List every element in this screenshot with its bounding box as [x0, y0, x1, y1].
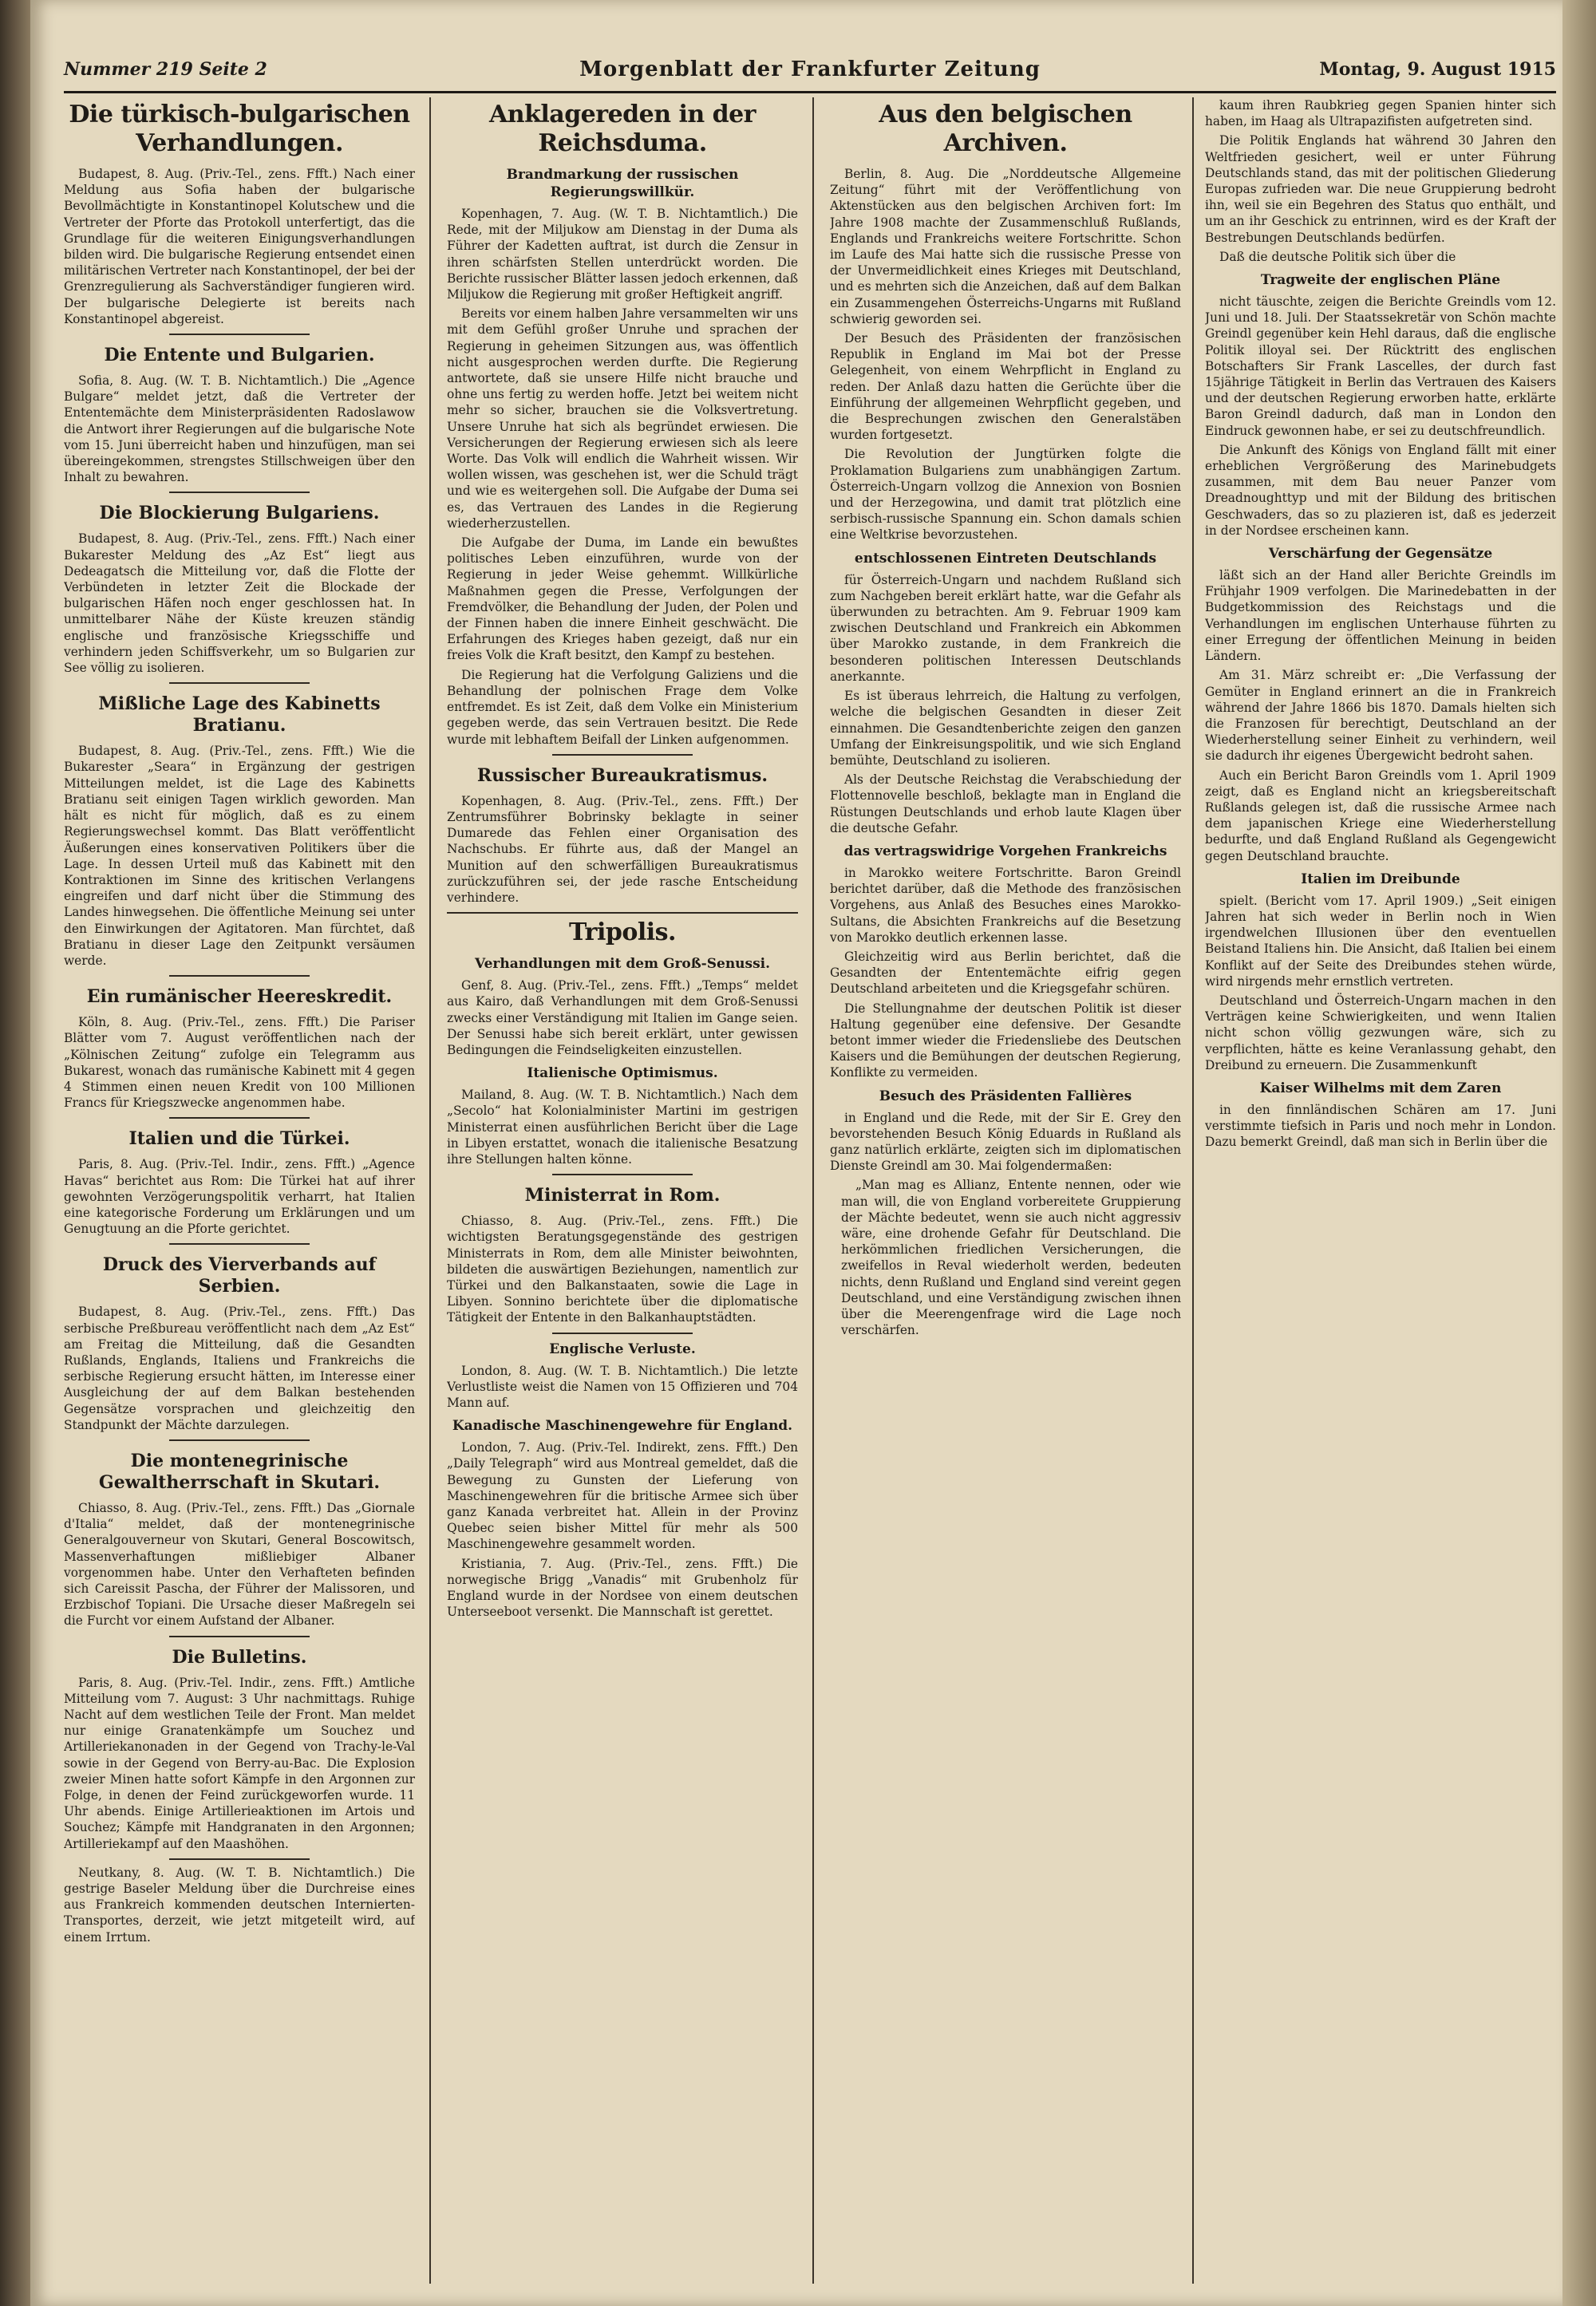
- column-3: [830, 97, 1181, 2284]
- article-text: in Marokko weitere Fortschritte. Baron Greindl berichtet darüber, daß die Methode des französischen Vorgehens, aus Anlaß des Besuches eines Marokko-Sultans, die Absichten Frankreichs auf die Besetzung von Marokko deutlich erkennen lasse.: [830, 865, 1181, 945]
- article-text: Budapest, 8. Aug. (Priv.-Tel., zens. Ffft.) Das serbische Preßbureau veröffentlicht nach dem „Az Est“ am Freitag die Mitteilung, daß die Gesandten Rußlands, Englands, Italiens und Frankreichs die serbische Regierung ersucht hätten, im Interesse einer Ausgleichung der auf dem Balkan bestehenden Gegensätze vorsprachen und gleichzeitig den Standpunkt der Mächte darzulegen.: [64, 1305, 415, 1432]
- article-text: Die Stellungnahme der deutschen Politik ist dieser Haltung gegenüber eine defensive. Der Gesandte betont immer wieder die Friedensliebe des Deutschen Kaisers und die Bemühungen der deutschen Regierung, Konflikte zu vermeiden.: [830, 1001, 1181, 1080]
- subheadline: Tragweite der englischen Pläne: [1260, 272, 1501, 289]
- article-text: in den finnländischen Schären am 17. Juni verstimmte tiefsich in Paris und noch mehr in London. Dazu bemerkt Greindl, daß man sich in Berlin über die: [1205, 1102, 1556, 1150]
- article-text: Chiasso, 8. Aug. (Priv.-Tel., zens. Ffft.) Die wichtigsten Beratungsgegenstände des gestrigen Ministerrats in Rom, dem alle Minister beiwohnten, bildeten die auswärtigen Beziehungen, namentlich zur Türkei und den Balkanstaaten, sowie die Lage in Libyen. Sonnino berichtete über die diplomatische Tätigkeit der Entente in den Balkanhauptstädten.: [447, 1214, 798, 1325]
- issue-number: Nummer 219 Seite 2: [64, 59, 267, 80]
- article-text: Die Aufgabe der Duma, im Lande ein bewußtes politisches Leben einzuführen, wurde von der Regierung in jeder Weise gehemmt. Willkürliche Maßnahmen gegen die Presse, Verfolgungen der Fremdvölker, die Behandlung der Juden, der Polen und der Finnen haben die innere Einheit geschwächt. Die Erfahrungen des Krieges haben gezeigt, daß nur ein freies Volk die Kraft besitzt, den Kampf zu bestehen.: [447, 535, 798, 663]
- article-text: Daß die deutsche Politik sich über die: [1219, 249, 1456, 264]
- article-text: Berlin, 8. Aug. Die „Norddeutsche Allgemeine Zeitung“ führt mit der Veröffentlichung von Aktenstücken aus den belgischen Archiven fort: Im Jahre 1908 machte der Zusammenschluß Rußlands, Englands und Frankreichs weitere Fortschritte. Schon im Laufe des Mai hatte sich die russische Presse von der Unvermeidlichkeit eines Krieges mit Deutschland, und es mehrten sich die Anzeichen, daß auf dem Balkan ein Zusammengehen Österreichs-Ungarns mit Rußland schwierig geworden sei.: [830, 167, 1181, 326]
- article-text: Die Revolution der Jungtürken folgte die Proklamation Bulgariens zum unabhängigen Zartum. Österreich-Ungarn vollzog die Annexion von Bosnien und der Herzegowina, und damit trat plötzlich eine serbisch-russische Spannung ein. Schon damals schien eine Weltkrise bevorzustehen.: [830, 447, 1181, 543]
- newspaper-title: Morgenblatt der Frankfurter Zeitung: [579, 57, 1041, 81]
- article-text: Neutkany, 8. Aug. (W. T. B. Nichtamtlich.) Die gestrige Baseler Meldung über die Durchreise eines aus Frankreich kommenden deutschen Internierten-Transportes, derzeit, wie jetzt mitgeteilt wird, auf einem Irrtum.: [64, 1865, 415, 1945]
- article-text: Der Besuch des Präsidenten der französischen Republik in England im Mai bot der Presse Gelegenheit, von einem Wehrpflicht in England zu reden. Der Anlaß dazu hatten die Gerüchte über die Einführung der allgemeinen Wehrpflicht gegeben, und die Besprechungen zwischen den Generalstäben wurden fortgesetzt.: [830, 331, 1181, 443]
- column-2: [447, 97, 798, 2284]
- separator: [447, 912, 798, 914]
- article-text: Die Ankunft des Königs von England fällt mit einer erheblichen Vergrößerung des Marinebudgets zusammen, mit dem Bau neuer Panzer vom Dreadnoughttyp und mit der Bildung des britischen Geschwaders, das so zu plazieren ist, daß es jederzeit in der Nordsee erscheinen kann.: [1205, 442, 1556, 538]
- article-text: Kopenhagen, 7. Aug. (W. T. B. Nichtamtlich.) Die Rede, mit der Miljukow am Dienstag in der Duma als Führer der Kadetten auftrat, ist durch die Zensur in ihren schärfsten Stellen unterdrückt worden. Die Berichte russischer Blätter lassen jedoch erkennen, daß Miljukow die Regierung mit großer Heftigkeit angriff.: [447, 207, 798, 302]
- article-text: Genf, 8. Aug. (Priv.-Tel., zens. Ffft.) „Temps“ meldet aus Kairo, daß Verhandlungen mit dem Groß-Senussi zwecks einer Verständigung mit Italien im Gange seien. Der Senussi habe sich bereit erklärt, unter gewissen Bedingungen die Feindseligkeiten einzustellen.: [447, 978, 798, 1057]
- article-text: Chiasso, 8. Aug. (Priv.-Tel., zens. Ffft.) Das „Giornale d'Italia“ meldet, daß der montenegrinische Generalgouverneur von Skutari, General Boscowitsch, Massenverhaftungen mißliebiger Albaner vorgenommen habe. Unter den Verhafteten befinden sich Careissit Pascha, der Führer der Malissoren, und Erzbischof Topiani. Die Ursache dieser Maßregeln sei die Furcht vor einem Aufstand der Albaner.: [64, 1500, 415, 1629]
- article-text: London, 7. Aug. (Priv.-Tel. Indirekt, zens. Ffft.) Den „Daily Telegraph“ wird aus Montreal gemeldet, daß die Bewegung zu Gunsten der Lieferung von Maschinengewehren für die britische Armee sich über ganz Kanada verbreitet hat. Allein in der Provinz Quebec seien bisher Mittel für mehr als 500 Maschinengewehre gesammelt worden.: [447, 1440, 798, 1552]
- article-text: Köln, 8. Aug. (Priv.-Tel., zens. Ffft.) Die Pariser Blätter vom 7. August veröffentlichen nach der „Kölnischen Zeitung“ zufolge ein Telegramm aus Bukarest, wonach das rumänische Kabinett mit 4 gegen 4 Stimmen einen neuen Kredit von 100 Millionen Francs für Kriegszwecke angenommen habe.: [64, 1015, 415, 1111]
- separator: [169, 682, 310, 684]
- article-text: spielt. (Bericht vom 17. April 1909.) „Seit einigen Jahren hat sich weder in Berlin noch in Wien irgendwelchen Illusionen über den eventuellen Beistand Italiens hin. Die Ansicht, daß Italien bei einem Konflikt auf der Seite des Dreibundes stehen würde, wird nirgends mehr ernstlich vertreten.: [1205, 893, 1556, 989]
- headline: Druck des Vierverbands auf Serbien.: [102, 1254, 377, 1297]
- column-4: [1205, 97, 1556, 2284]
- subheadline: Besuch des Präsidenten Fallières: [879, 1088, 1132, 1104]
- column-rule: [812, 97, 814, 2284]
- separator: [169, 1636, 310, 1637]
- column-rule: [1192, 97, 1194, 2284]
- article-text: Sofia, 8. Aug. (W. T. B. Nichtamtlich.) Die „Agence Bulgare“ meldet jetzt, daß die Vertreter der Ententemächte dem Ministerpräsidenten Radoslawow die Antwort ihrer Regierungen auf die bulgarische Note vom 15. Juni überreicht haben und hinzufügen, man sei übereingekommen, strengstes Stillschweigen über den Inhalt zu bewahren.: [64, 373, 415, 485]
- article-text: Am 31. März schreibt er: „Die Verfassung der Gemüter in England erinnert an die in Frankreich während der Jahre 1866 bis 1870. Damals hielten sich die Franzosen für berechtigt, Deutschland an der Wiederherstellung seiner Einheit zu verhindern, weil sie dadurch ihr eigenes Übergewicht bedroht sahen.: [1205, 668, 1556, 764]
- separator: [169, 1858, 310, 1860]
- article-text: läßt sich an der Hand aller Berichte Greindls im Frühjahr 1909 verfolgen. Die Marinedebatten in der Budgetkommission des Reichstags und die Verhandlungen im englischen Unterhause führten zu einer Erregung der öffentlichen Meinung in beiden Ländern.: [1205, 568, 1556, 664]
- headline: Die Blockierung Bulgariens.: [99, 503, 380, 524]
- separator: [552, 1174, 693, 1175]
- article-text: Es ist überaus lehrreich, die Haltung zu verfolgen, welche die belgischen Gesandten in dieser Zeit einnahmen. Die Gesandtenberichte zeigen den ganzen Umfang der Einkreisungspolitik, und wie sich England bemühte, Deutschland zu isolieren.: [830, 689, 1181, 768]
- subheadline: Verhandlungen mit dem Groß-Senussi.: [474, 956, 771, 973]
- subheadline: entschlossenen Eintreten Deutschlands: [854, 550, 1157, 567]
- article-text: London, 8. Aug. (W. T. B. Nichtamtlich.) Die letzte Verlustliste weist die Namen von 15 Offizieren und 704 Mann auf.: [447, 1363, 798, 1410]
- book-binding: [0, 0, 30, 2306]
- headline: Die Entente und Bulgarien.: [104, 345, 375, 366]
- headline: Tripolis.: [569, 918, 676, 947]
- headline: Anklagereden in der Reichsduma.: [488, 101, 756, 157]
- article-text: Deutschland und Österreich-Ungarn machen in den Verträgen keine Schwierigkeiten, und wenn Italien nicht schon völlig gezwungen wäre, sich zu verpflichten, hätte es keine Veranlassung gehabt, den Dreibund zu erneuern. Die Zusammenkunft: [1205, 993, 1556, 1072]
- separator: [169, 1243, 310, 1245]
- headline: Englische Verluste.: [549, 1341, 696, 1357]
- column-rule: [429, 97, 431, 2284]
- article-text: Bereits vor einem halben Jahre versammelten wir uns mit dem Gefühl großer Unruhe und sprachen der Regierung in geheimen Sitzungen aus, was öffentlich nicht ausgesprochen werden durfte. Die Regierung antwortete, daß sie unsere Hilfe nicht brauche und ohne uns fertig zu werden hoffe. Jetzt bei weitem nicht mehr so sicher, brauchen sie die Volksvertretung. Unsere Unruhe hat sich als begründet erwiesen. Die Versicherungen der Regierung erwiesen sich als leere Worte. Das Volk will endlich die Wahrheit wissen. Wir wollen wissen, was geschehen ist, wer die Schuld trägt und wie es weitergehen soll. Die Aufgabe der Duma sei es, das Vertrauen des Landes in die Regierung wiederherzustellen.: [447, 306, 798, 531]
- article-text: Kristiania, 7. Aug. (Priv.-Tel., zens. Ffft.) Die norwegische Brigg „Vanadis“ mit Grubenholz für England wurde in der Nordsee von einem deutschen Unterseeboot versenkt. Die Mannschaft ist gerettet.: [447, 1556, 798, 1620]
- separator: [169, 492, 310, 493]
- subheadline: Brandmarkung der russischen Regierungswillkür.: [506, 167, 739, 200]
- headline: Die montenegrinische Gewaltherrschaft in Skutari.: [98, 1450, 381, 1493]
- article-text: Budapest, 8. Aug. (Priv.-Tel., zens. Ffft.) Wie die Bukarester „Seara“ in Ergänzung der gestrigen Mitteilungen meldet, ist die Lage des Kabinetts Bratianu seit einigen Tagen wirklich geworden. Man hält es nicht für möglich, daß es zu einem Regierungswechsel kommt. Das Blatt veröffentlicht Äußerungen eines konservativen Politikers über die Lage. In dessen Urteil muß das Kabinett mit den Kontraktionen im Sinne des kritischen Verlangens eingreifen und darf nicht über die Stimmung des Landes hinwegsehen. Die öffentliche Meinung sei unter den Einwirkungen der Agitatoren. Man fürchtet, daß Bratianu in dieser Lage den Zeitpunkt versäumen werde.: [64, 744, 415, 968]
- headline: Aus den belgischen Archiven.: [879, 101, 1132, 157]
- issue-date: Montag, 9. August 1915: [1319, 59, 1556, 80]
- article-text: Auch ein Bericht Baron Greindls vom 1. April 1909 zeigt, daß es England nicht an kriegsbereitschaft Rußlands gelegen ist, daß die russische Armee nach dem japanischen Kriege eine Wiederherstellung bedurfte, und daß England Rußland als Gegengewicht gegen Deutschland brauchte.: [1205, 768, 1556, 863]
- subheadline: Verschärfung der Gegensätze: [1268, 546, 1493, 563]
- article-text: Budapest, 8. Aug. (Priv.-Tel., zens. Ffft.) Nach einer Bukarester Meldung des „Az Est“ liegt aus Dedeagatsch die Mitteilung vor, daß die Flotte der Verbündeten in letzter Zeit die Blockade der bulgarischen Häfen noch enger geschlossen hat. In unmittelbarer Nähe der Küste kreuzen ständig englische und französische Kriegsschiffe und verhindern jeden Schiffsverkehr, um so Bulgarien zur See völlig zu isolieren.: [64, 531, 415, 676]
- masthead: [64, 56, 1556, 93]
- article-text: kaum ihren Raubkrieg gegen Spanien hinter sich haben, im Haag als Ultrapazifisten aufgetreten sind.: [1205, 98, 1556, 129]
- headline: Ministerrat in Rom.: [524, 1185, 721, 1206]
- subheadline: Italien im Dreibunde: [1301, 871, 1460, 887]
- headline: Russischer Bureaukratismus.: [476, 764, 768, 786]
- separator: [552, 1333, 693, 1334]
- separator: [169, 1439, 310, 1441]
- page-edge: [1562, 0, 1596, 2306]
- article-text: Budapest, 8. Aug. (Priv.-Tel., zens. Ffft.) Nach einer Meldung aus Sofia haben der bulgarische Bevollmächtigte in Konstantinopel Kolutschew und die Vertreter der Pforte das Protokoll unterfertigt, das die Grundlage für die weiteren Einigungsverhandlungen bilden wird. Die bulgarische Regierung entsendet einen militärischen Vertreter nach Konstantinopel, der bei der Grenzregulierung als Sachverständiger fungieren wird. Der bulgarische Delegierte ist bereits nach Konstantinopel abgereist.: [64, 167, 415, 326]
- article-text: Die Regierung hat die Verfolgung Galiziens und die Behandlung der polnischen Frage dem Volke entfremdet. Es ist Zeit, daß dem Volke ein Ministerium gegeben werde, das sein Vertrauen besitzt. Die Rede wurde mit lebhaftem Beifall der Linken aufgenommen.: [447, 667, 798, 747]
- subheadline: Kaiser Wilhelms mit dem Zaren: [1259, 1080, 1502, 1096]
- headline: Die Bulletins.: [172, 1646, 307, 1668]
- subheadline: das vertragswidrige Vorgehen Frankreichs: [843, 843, 1167, 859]
- article-text: Kopenhagen, 8. Aug. (Priv.-Tel., zens. Ffft.) Der Zentrumsführer Bobrinsky beklagte in seiner Dumarede das Fehlen einer Organisation des Nachschubs. Er führte aus, daß der Mangel an Munition auf den schwerfälligen Bureaukratismus zurückzuführen sei, der jede rasche Entscheidung verhindere.: [447, 793, 798, 905]
- article-text: für Österreich-Ungarn und nachdem Rußland sich zum Nachgeben bereit erklärt hatte, war die Gefahr als überwunden zu betrachten. Am 9. Februar 1909 kam zwischen Deutschland und Frankreich ein Abkommen über Marokko zustande, in dem Frankreich die besonderen politischen Interessen Deutschlands anerkannte.: [830, 572, 1181, 684]
- article-text: Gleichzeitig wird aus Berlin berichtet, daß die Gesandten der Ententemächte eifrig gegen Deutschland arbeiteten und die Kriegsgefahr schüren.: [830, 949, 1181, 997]
- headline: Die türkisch-bulgarischen Verhandlungen.: [69, 101, 410, 157]
- subheadline: Italienische Optimismus.: [527, 1065, 718, 1082]
- article-quote: „Man mag es Allianz, Entente nennen, oder wie man will, die von England vorbereitete Gruppierung der Mächte bedeutet, wenn sie auch nicht aggressiv wäre, eine drohende Gefahr für Deutschland. Die herkömmlichen friedlichen Versicherungen, die zweifellos in Reval wiederholt werden, bedeuten nichts, denn Rußland und England sind vereint gegen Deutschland, und eine Verständigung zwischen ihnen über die Meerengenfrage wird die Lage noch verschärfen.: [841, 1178, 1181, 1338]
- article-text: Paris, 8. Aug. (Priv.-Tel. Indir., zens. Ffft.) Amtliche Mitteilung vom 7. August: 3 Uhr nachmittags. Ruhige Nacht auf dem westlichen Teile der Front. Man meldet nur einige Granatenkämpfe um Souchez und Artilleriekanonaden in der Gegend von Trachy-le-Val sowie in der Gegend von Berry-au-Bac. Die Explosion zweier Minen hatte sofort Kämpfe in den Argonnen zur Folge, in denen der Feind zurückgeworfen wurde. 11 Uhr abends. Einige Artillerieaktionen im Artois und Souchez; Kämpfe mit Handgranaten in den Argonnen; Artilleriekampf auf den Maashöhen.: [64, 1675, 415, 1851]
- headline: Kanadische Maschinengewehre für England.: [452, 1418, 793, 1435]
- column-1: [64, 97, 415, 2284]
- headline: Italien und die Türkei.: [128, 1128, 350, 1150]
- article-text: in England und die Rede, mit der Sir E. Grey den bevorstehenden Besuch König Eduards in Rußland als ganz natürlich erklärte, zeigten sich im diplomatischen Dienste Greindl am 30. Mai folgendermaßen:: [830, 1110, 1181, 1174]
- headline: Mißliche Lage des Kabinetts Bratianu.: [98, 693, 381, 736]
- article-text: nicht täuschte, zeigen die Berichte Greindls vom 12. Juni und 18. Juli. Der Staatssekretär von Schön machte Greindl gegenüber kein Hehl daraus, daß die englische Politik illoyal sei. Der Rücktritt des englischen Botschafters Sir Frank Lascelles, der durch fast 15jährige Tätigkeit in Berlin das Vertrauen des Kaisers und der deutschen Regierung erworben hatte, erklärte Baron Greindl dadurch, daß man in London den Eindruck gewonnen habe, er sei zu deutschfreundlich.: [1205, 294, 1556, 438]
- separator: [169, 1117, 310, 1119]
- article-text: Paris, 8. Aug. (Priv.-Tel. Indir., zens. Ffft.) „Agence Havas“ berichtet aus Rom: Die Türkei hat auf ihrer gewohnten Verzögerungspolitik verharrt, hat Italien eine kategorische Forderung um Erklärungen und um Genugtuung an die Pforte gerichtet.: [64, 1157, 415, 1237]
- separator: [169, 334, 310, 335]
- article-text: Als der Deutsche Reichstag die Verabschiedung der Flottennovelle beschloß, beklagte man in England die Rüstungen Deutschlands und erhob laute Klagen über die deutsche Gefahr.: [830, 772, 1181, 835]
- headline: Ein rumänischer Heereskredit.: [86, 986, 393, 1008]
- separator: [169, 975, 310, 977]
- article-text: Mailand, 8. Aug. (W. T. B. Nichtamtlich.) Nach dem „Secolo“ hat Kolonialminister Martini im gestrigen Ministerrat einen ausführlichen Bericht über die Lage in Libyen erstattet, wonach die italienische Besatzung ihre Stellungen halten könne.: [447, 1088, 798, 1167]
- separator: [552, 754, 693, 756]
- article-text: Die Politik Englands hat während 30 Jahren den Weltfrieden gesichert, weil er unter Führung Deutschlands stand, das mit der politischen Gliederung Europas zufrieden war. Die neue Gruppierung bedroht ihn, weil sie ein Begehren des Status quo enthält, und um an ihr Geschick zu entrinnen, wird es der Kraft der Bestrebungen Deutschlands bedürfen.: [1205, 133, 1556, 245]
